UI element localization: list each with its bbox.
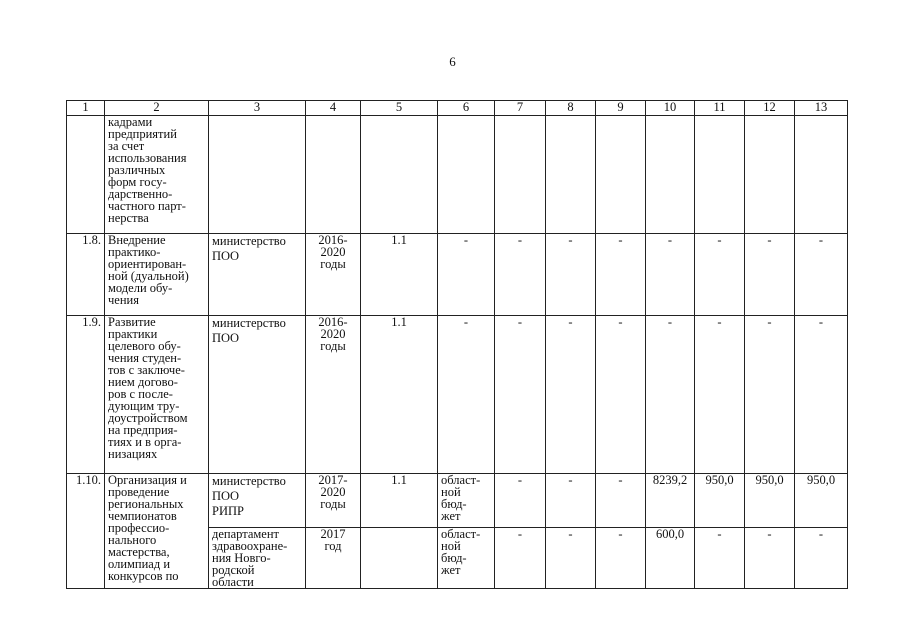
cell-line: бюд- [441, 551, 467, 565]
cell-line: бюд- [441, 497, 467, 511]
cell-line: практико- [108, 245, 161, 259]
value-cell: - [745, 528, 795, 589]
activity-name [105, 116, 209, 234]
value-cell: - [596, 528, 646, 589]
period [306, 234, 361, 316]
funding-source [438, 316, 495, 474]
value-cell: 8239,2 [646, 474, 695, 528]
cell-line: - [463, 315, 469, 329]
cell-line: дарственно- [108, 187, 173, 201]
cell-line: за счет [108, 139, 145, 153]
cell-line: 2017- [318, 473, 348, 487]
cell-line: ной (дуальной) [108, 269, 189, 283]
row-number: 1.10. [67, 474, 105, 589]
value-cell [695, 116, 745, 234]
cell-line: олимпиад и [108, 557, 171, 571]
activity-name [105, 316, 209, 474]
cell-line: чения [108, 293, 139, 307]
cell-line: министерство [212, 234, 286, 248]
value-cell: - [546, 474, 596, 528]
value-cell: - [745, 316, 795, 474]
cell-line: ПОО [212, 489, 240, 503]
value-cell: - [495, 316, 546, 474]
cell-line: различных [108, 163, 166, 177]
cell-line: 2020 [320, 327, 346, 341]
cell-line: нием догово- [108, 375, 178, 389]
value-cell: 950,0 [795, 474, 848, 528]
header-cell: 3 [209, 101, 306, 116]
cell-line: форм госу- [108, 175, 167, 189]
value-cell [596, 116, 646, 234]
header-cell: 8 [546, 101, 596, 116]
executor [209, 528, 306, 589]
period [306, 316, 361, 474]
cell-line: Развитие [108, 315, 156, 329]
cell-line: нального [108, 533, 157, 547]
value-cell: - [596, 234, 646, 316]
cell-line: частного парт- [108, 199, 186, 213]
target-indicator: 1.1 [361, 234, 438, 316]
value-cell: - [695, 316, 745, 474]
cell-line: здравоохране- [212, 539, 288, 553]
cell-line: 2020 [320, 245, 346, 259]
value-cell: - [495, 474, 546, 528]
cell-line: 2017 [320, 527, 346, 541]
target-indicator: 1.1 [361, 474, 438, 528]
executor [209, 316, 306, 474]
cell-line: практики [108, 327, 158, 341]
activity-name [105, 474, 209, 589]
header-row [67, 101, 848, 116]
period [306, 116, 361, 234]
executor [209, 116, 306, 234]
cell-line: профессио- [108, 521, 170, 535]
cell-line: 2016- [318, 233, 348, 247]
cell-line: родской [212, 563, 255, 577]
value-cell: - [495, 234, 546, 316]
cell-line: министерство [212, 316, 286, 330]
value-cell: - [546, 316, 596, 474]
header-cell: 12 [745, 101, 795, 116]
cell-line: ориентирован- [108, 257, 187, 271]
cell-line: 2016- [318, 315, 348, 329]
cell-line: Организация и [108, 473, 187, 487]
value-cell: 950,0 [695, 474, 745, 528]
cell-line: целевого обу- [108, 339, 181, 353]
cell-line: ПОО [212, 249, 240, 263]
cell-line: региональных [108, 497, 184, 511]
cell-line: кадрами [108, 115, 153, 129]
value-cell: - [795, 528, 848, 589]
value-cell: - [596, 474, 646, 528]
period [306, 474, 361, 528]
cell-line: тов с заключе- [108, 363, 185, 377]
row-number: 1.8. [67, 234, 105, 316]
header-cell: 13 [795, 101, 848, 116]
executor [209, 234, 306, 316]
cell-line: министерство [212, 474, 286, 488]
cell-line: проведение [108, 485, 170, 499]
value-cell: - [495, 528, 546, 589]
table-row [67, 316, 848, 474]
cell-line: ПОО [212, 331, 240, 345]
header-cell: 6 [438, 101, 495, 116]
value-cell: - [596, 316, 646, 474]
cell-line: 2020 [320, 485, 346, 499]
value-cell: 600,0 [646, 528, 695, 589]
target-indicator [361, 528, 438, 589]
cell-line: чения студен- [108, 351, 182, 365]
value-cell: - [646, 234, 695, 316]
cell-line: конкурсов по [108, 569, 179, 583]
table-row [67, 474, 848, 528]
cell-line: модели обу- [108, 281, 173, 295]
target-indicator [361, 116, 438, 234]
funding-source [438, 116, 495, 234]
executor [209, 474, 306, 528]
header-cell: 4 [306, 101, 361, 116]
cell-line: департамент [212, 527, 280, 541]
cell-line: предприятий [108, 127, 177, 141]
plan-table [66, 100, 848, 589]
cell-line: год [324, 539, 342, 553]
cell-line: жет [441, 509, 461, 523]
value-cell: - [795, 316, 848, 474]
activity-name [105, 234, 209, 316]
value-cell: - [695, 234, 745, 316]
value-cell: - [546, 528, 596, 589]
row-number [67, 116, 105, 234]
value-cell [745, 116, 795, 234]
value-cell: - [795, 234, 848, 316]
cell-line: жет [441, 563, 461, 577]
header-cell: 5 [361, 101, 438, 116]
cell-line: област- [441, 473, 481, 487]
header-cell: 7 [495, 101, 546, 116]
period [306, 528, 361, 589]
funding-source [438, 528, 495, 589]
value-cell [495, 116, 546, 234]
row-number: 1.9. [67, 316, 105, 474]
cell-line: нерства [108, 211, 149, 225]
table-row [67, 234, 848, 316]
cell-line: мастерства, [108, 545, 170, 559]
cell-line: низациях [108, 447, 158, 461]
cell-line: годы [320, 257, 346, 271]
value-cell: - [646, 316, 695, 474]
header-cell: 1 [67, 101, 105, 116]
target-indicator: 1.1 [361, 316, 438, 474]
header-cell: 10 [646, 101, 695, 116]
value-cell: 950,0 [745, 474, 795, 528]
cell-line: тиях и в орга- [108, 435, 182, 449]
cell-line: РИПР [212, 504, 244, 518]
header-cell: 9 [596, 101, 646, 116]
cell-line: ния Новго- [212, 551, 271, 565]
cell-line: ной [441, 485, 461, 499]
cell-line: чемпионатов [108, 509, 177, 523]
value-cell: - [695, 528, 745, 589]
value-cell [646, 116, 695, 234]
cell-line: Внедрение [108, 233, 166, 247]
cell-line: годы [320, 339, 346, 353]
cell-line: - [463, 233, 469, 247]
cell-line: использования [108, 151, 187, 165]
header-cell: 2 [105, 101, 209, 116]
cell-line: на предприя- [108, 423, 178, 437]
funding-source [438, 234, 495, 316]
value-cell: - [745, 234, 795, 316]
cell-line: области [212, 575, 254, 589]
cell-line: ров с после- [108, 387, 173, 401]
value-cell [795, 116, 848, 234]
funding-source [438, 474, 495, 528]
table-row [67, 116, 848, 234]
value-cell [546, 116, 596, 234]
cell-line: дующим тру- [108, 399, 180, 413]
cell-line: област- [441, 527, 481, 541]
cell-line: годы [320, 497, 346, 511]
value-cell: - [546, 234, 596, 316]
cell-line: ной [441, 539, 461, 553]
page-number: 6 [449, 54, 456, 69]
header-cell: 11 [695, 101, 745, 116]
cell-line: доустройством [108, 411, 188, 425]
